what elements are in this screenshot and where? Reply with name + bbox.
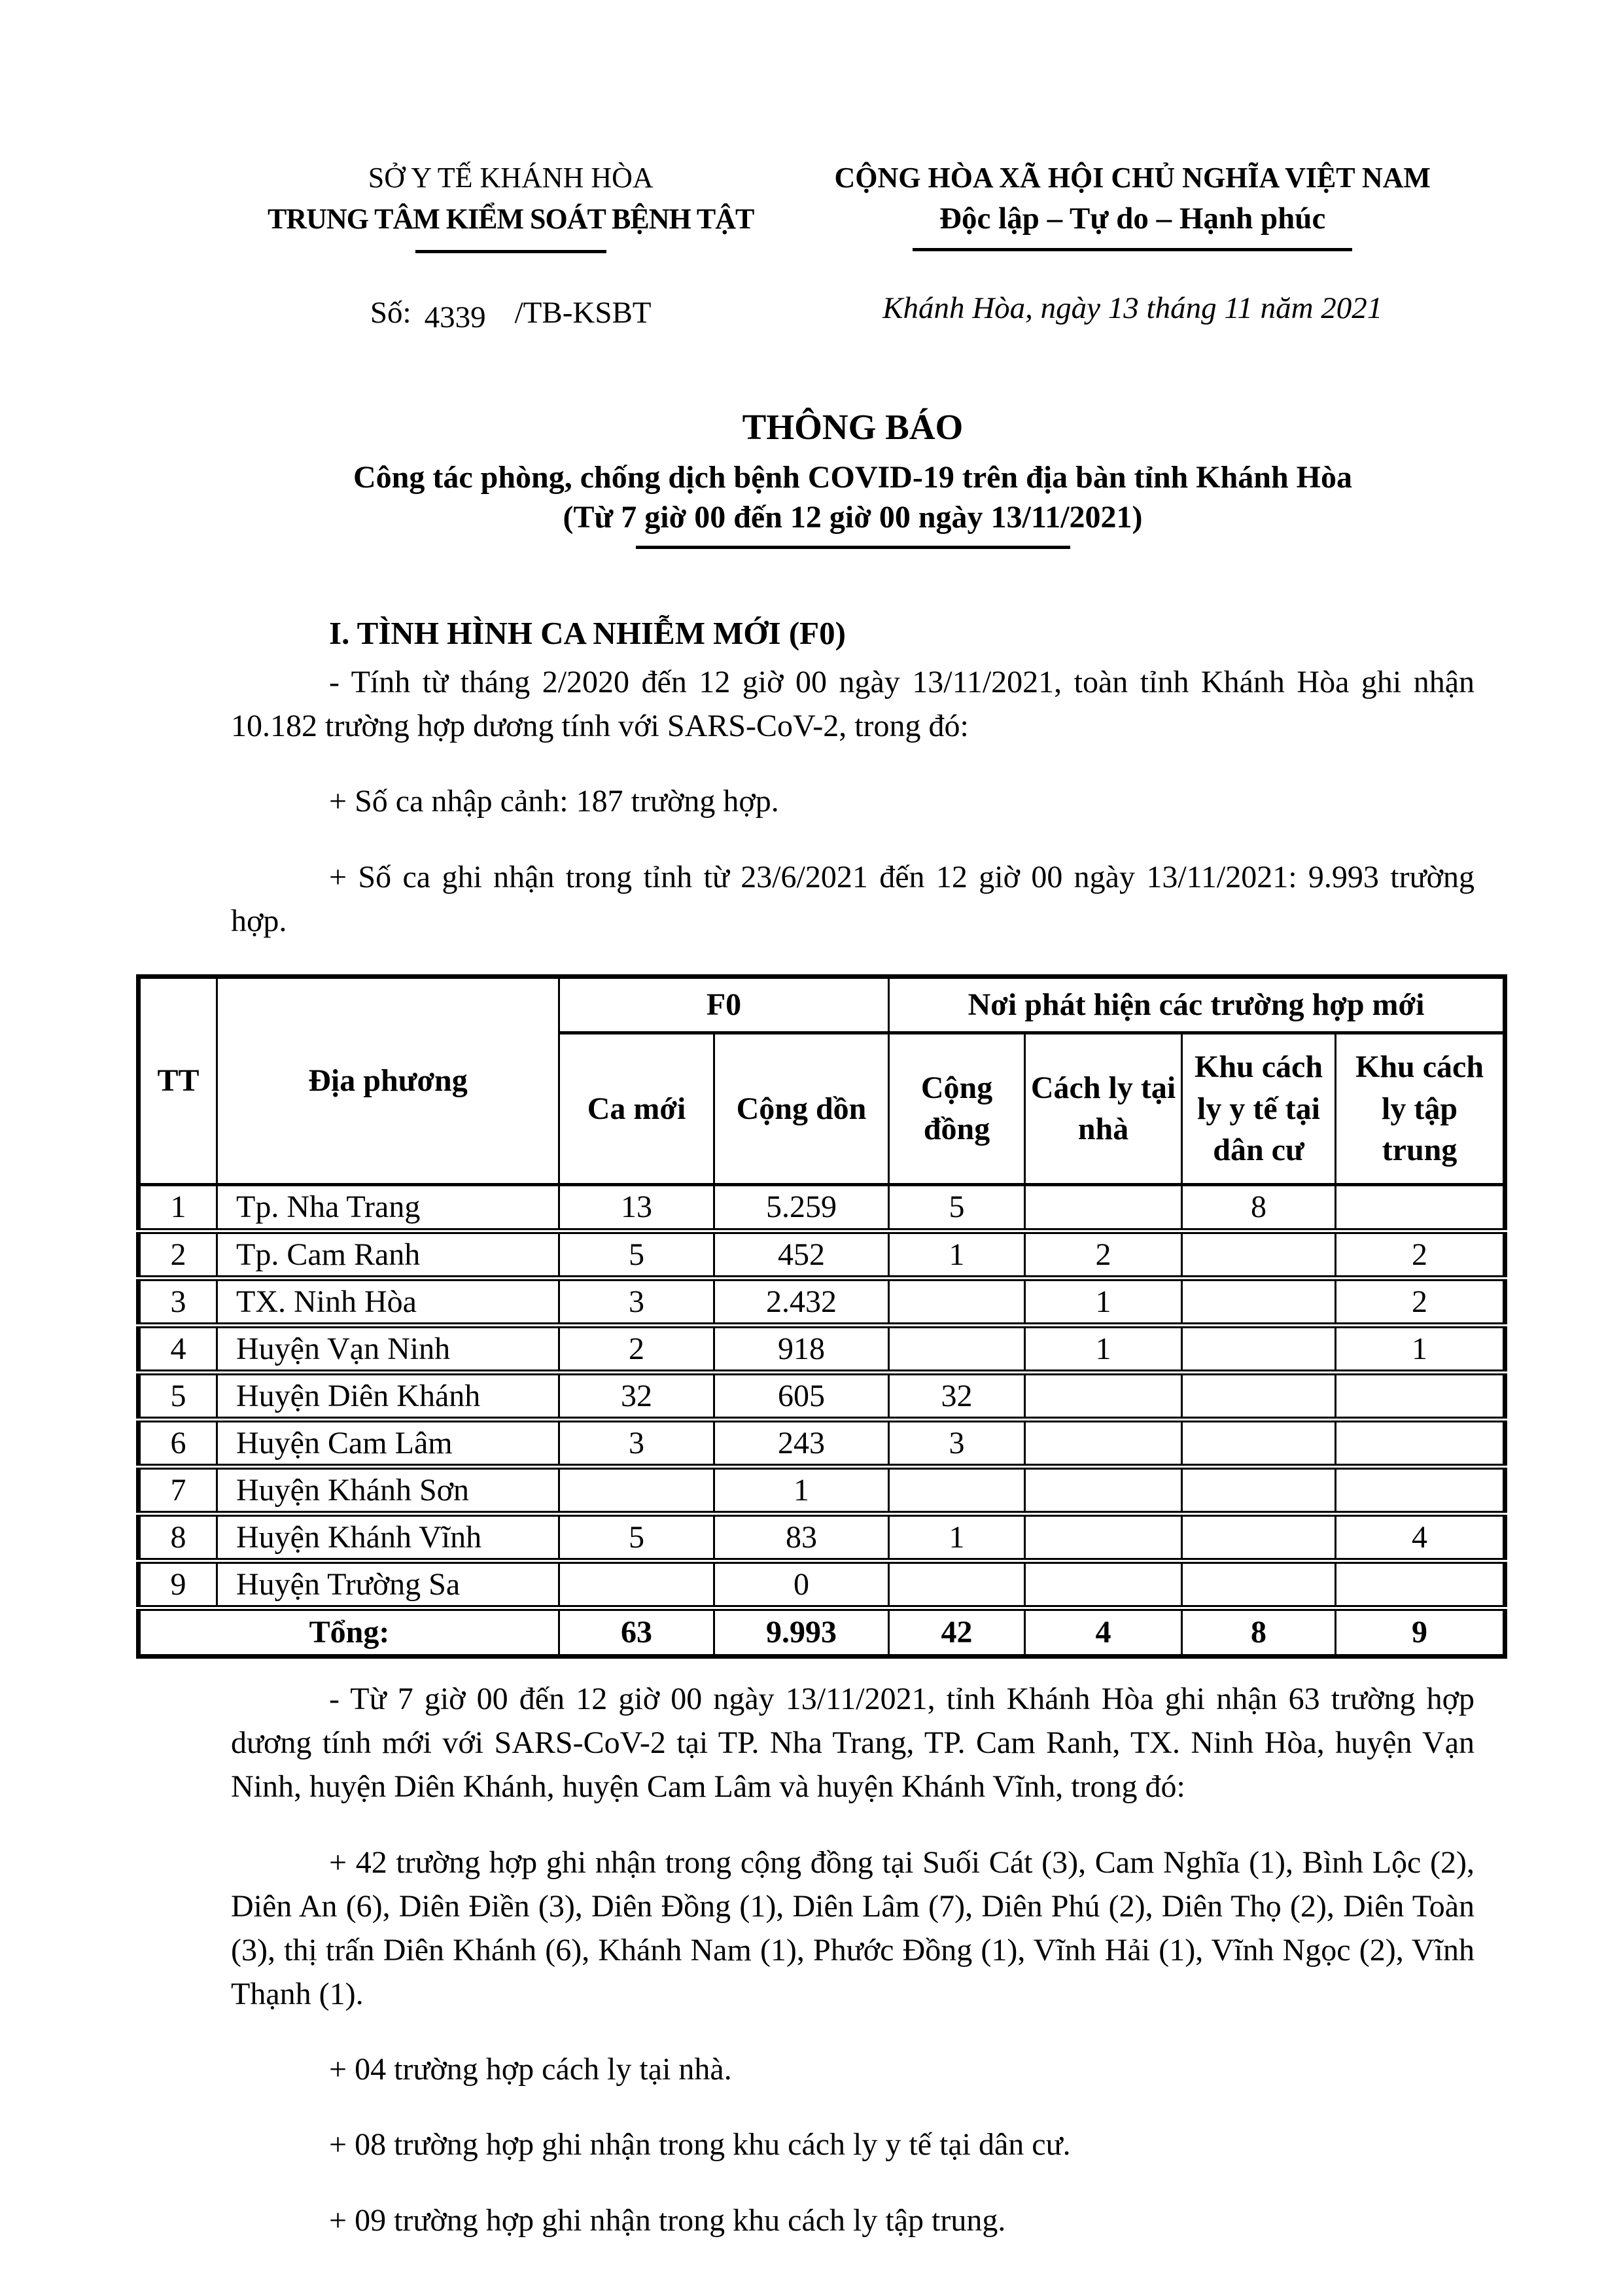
document-number-label: Số: [370, 296, 411, 330]
total-cumulative: 9.993 [714, 1608, 889, 1656]
document-number: 4339 [424, 300, 486, 334]
table-row [139, 1278, 1505, 1325]
table-cell [889, 1278, 1025, 1325]
column-header-tt: TT [139, 976, 217, 1184]
total-community: 42 [889, 1608, 1025, 1656]
table-cell: Tp. Cam Ranh [217, 1231, 559, 1278]
table-row [139, 1513, 1505, 1561]
total-medical-quarantine: 8 [1182, 1608, 1336, 1656]
table-cell [1182, 1231, 1336, 1278]
paragraph-imported-cases: + Số ca nhập cảnh: 187 trường hợp. [329, 784, 779, 819]
table-body [139, 1184, 1505, 1608]
table-cell: 32 [559, 1372, 714, 1419]
table-row [139, 1561, 1505, 1608]
total-home-quarantine: 4 [1025, 1608, 1182, 1656]
column-group-f0: F0 [559, 976, 889, 1033]
paragraph-local-cases: + Số ca ghi nhận trong tỉnh từ 23/6/2021 đến 12 giờ 00 ngày 13/11/2021: 9.993 trường hợp. [231, 859, 1475, 938]
table-total-row [139, 1608, 1505, 1656]
document-header [231, 161, 1475, 334]
place-date-line: Khánh Hòa, ngày 13 tháng 11 năm 2021 [882, 291, 1383, 325]
table-cell: 2 [1336, 1231, 1505, 1278]
table-cell: 32 [889, 1372, 1025, 1419]
table-cell: 2 [1336, 1278, 1505, 1325]
table-cell: 1 [1336, 1325, 1505, 1372]
table-cell: Huyện Cam Lâm [217, 1419, 559, 1466]
table-cell [1336, 1419, 1505, 1466]
table-cell: 0 [714, 1561, 889, 1608]
table-cell: 1 [139, 1184, 217, 1231]
org-name: TRUNG TÂM KIỂM SOÁT BỆNH TẬT [268, 203, 754, 235]
table-cell: Huyện Diên Khánh [217, 1372, 559, 1419]
column-header-central-quarantine-zone: Khu cách ly tập trung [1336, 1033, 1505, 1184]
table-cell [1025, 1466, 1182, 1513]
table-cell [1336, 1561, 1505, 1608]
table-cell [1182, 1419, 1336, 1466]
table-cell: 5.259 [714, 1184, 889, 1231]
table-cell: 8 [1182, 1184, 1336, 1231]
table-cell: Huyện Trường Sa [217, 1561, 559, 1608]
column-header-home-quarantine: Cách ly tại nhà [1025, 1033, 1182, 1184]
table-cell: 1 [714, 1466, 889, 1513]
paragraph-central-quarantine-detail: + 09 trường hợp ghi nhận trong khu cách ly tập trung. [329, 2202, 1006, 2238]
table-cell: 7 [139, 1466, 217, 1513]
table-cell: 1 [1025, 1278, 1182, 1325]
table-cell: 5 [889, 1184, 1025, 1231]
table-cell: 2 [1025, 1231, 1182, 1278]
table-cell [1182, 1561, 1336, 1608]
national-title: CỘNG HÒA XÃ HỘI CHỦ NGHĨA VIỆT NAM [834, 162, 1431, 194]
table-cell [1025, 1513, 1182, 1561]
title-underline [636, 546, 1070, 549]
total-label-cell: Tổng: [139, 1608, 559, 1656]
table-cell: 452 [714, 1231, 889, 1278]
table-cell [1336, 1372, 1505, 1419]
table-cell [1336, 1184, 1505, 1231]
table-cell: 243 [714, 1419, 889, 1466]
table-cell [1336, 1466, 1505, 1513]
table-cell: Huyện Vạn Ninh [217, 1325, 559, 1372]
column-group-detection-place: Nơi phát hiện các trường hợp mới [889, 976, 1505, 1033]
table-row [139, 1466, 1505, 1513]
table-cell [559, 1466, 714, 1513]
issuing-org-block [231, 161, 790, 334]
paragraph-cumulative-cases: - Tính từ tháng 2/2020 đến 12 giờ 00 ngày 13/11/2021, toàn tỉnh Khánh Hòa ghi nhận 10.182 trường hợp dương tính với SARS-CoV-2, trong đó: [231, 665, 1475, 744]
table-cell: 3 [139, 1278, 217, 1325]
total-new-cases: 63 [559, 1608, 714, 1656]
table-cell [1182, 1372, 1336, 1419]
motto-underline [913, 248, 1352, 251]
org-underline [415, 250, 606, 253]
document-subtitle-period: (Từ 7 giờ 00 đến 12 giờ 00 ngày 13/11/2021) [563, 500, 1143, 535]
table-cell: 6 [139, 1419, 217, 1466]
table-cell [1025, 1561, 1182, 1608]
table-row [139, 1231, 1505, 1278]
column-header-new-cases: Ca mới [559, 1033, 714, 1184]
table-cell: 3 [889, 1419, 1025, 1466]
document-number-suffix: /TB-KSBT [514, 296, 652, 330]
document-number-line [231, 295, 790, 334]
table-cell: 1 [1025, 1325, 1182, 1372]
table-cell: 2.432 [714, 1278, 889, 1325]
paragraph-community-detail: + 42 trường hợp ghi nhận trong cộng đồng tại Suối Cát (3), Cam Nghĩa (1), Bình Lộc (2), Diên An (6), Diên Điền (3), Diên Đồng (1), Diên Lâm (7), Diên Phú (2), Diên Thọ (2), Diên Toàn (3), thị trấn Diên Khánh (6), Khánh Nam (1), Phước Đồng (1), Vĩnh Hải (1), Vĩnh Ngọc (2), Vĩnh Thạnh (1). [231, 1845, 1475, 2012]
paragraph-home-quarantine-detail: + 04 trường hợp cách ly tại nhà. [329, 2052, 732, 2087]
national-motto-block [790, 161, 1475, 330]
cases-by-locality-table [136, 974, 1507, 1659]
section-heading: I. TÌNH HÌNH CA NHIỄM MỚI (F0) [329, 615, 846, 651]
table-cell: TX. Ninh Hòa [217, 1278, 559, 1325]
table-header-row-groups [139, 976, 1505, 1033]
table-cell: 2 [139, 1231, 217, 1278]
table-cell: Tp. Nha Trang [217, 1184, 559, 1231]
table-cell [1025, 1184, 1182, 1231]
column-header-locality: Địa phương [217, 976, 559, 1184]
total-central-quarantine: 9 [1336, 1608, 1505, 1656]
table-cell: 605 [714, 1372, 889, 1419]
table-cell: 8 [139, 1513, 217, 1561]
table-row [139, 1325, 1505, 1372]
paragraph-medical-quarantine-detail: + 08 trường hợp ghi nhận trong khu cách ly y tế tại dân cư. [329, 2127, 1071, 2163]
document-title: THÔNG BÁO [742, 407, 964, 447]
table-cell: 13 [559, 1184, 714, 1231]
table-cell: Huyện Khánh Vĩnh [217, 1513, 559, 1561]
table-cell [889, 1325, 1025, 1372]
table-cell [1182, 1278, 1336, 1325]
table-cell: Huyện Khánh Sơn [217, 1466, 559, 1513]
table-cell: 918 [714, 1325, 889, 1372]
table-cell: 3 [559, 1278, 714, 1325]
table-cell: 5 [139, 1372, 217, 1419]
table-row [139, 1372, 1505, 1419]
table-cell: 2 [559, 1325, 714, 1372]
table-row [139, 1184, 1505, 1231]
column-header-medical-quarantine-zone: Khu cách ly y tế tại dân cư [1182, 1033, 1336, 1184]
table-cell: 9 [139, 1561, 217, 1608]
column-header-cumulative: Cộng dồn [714, 1033, 889, 1184]
column-header-community: Cộng đồng [889, 1033, 1025, 1184]
table-cell [1025, 1419, 1182, 1466]
org-parent-name: SỞ Y TẾ KHÁNH HÒA [368, 162, 654, 194]
table-cell: 3 [559, 1419, 714, 1466]
document-subtitle: Công tác phòng, chống dịch bệnh COVID-19 trên địa bàn tỉnh Khánh Hòa [353, 460, 1353, 495]
title-block [231, 406, 1475, 549]
table-cell: 83 [714, 1513, 889, 1561]
table-cell: 5 [559, 1513, 714, 1561]
table-row [139, 1419, 1505, 1466]
table-cell [1182, 1466, 1336, 1513]
table-cell: 1 [889, 1513, 1025, 1561]
table-cell: 4 [1336, 1513, 1505, 1561]
table-cell: 5 [559, 1231, 714, 1278]
table-cell [559, 1561, 714, 1608]
table-cell [1182, 1513, 1336, 1561]
national-motto: Độc lập – Tự do – Hạnh phúc [939, 202, 1326, 236]
paragraph-new-cases-summary: - Từ 7 giờ 00 đến 12 giờ 00 ngày 13/11/2021, tỉnh Khánh Hòa ghi nhận 63 trường hợp dương tính mới với SARS-CoV-2 tại TP. Nha Trang, TP. Cam Ranh, TX. Ninh Hòa, huyện Vạn Ninh, huyện Diên Khánh, huyện Cam Lâm và huyện Khánh Vĩnh, trong đó: [231, 1681, 1475, 1805]
table-cell: 1 [889, 1231, 1025, 1278]
table-cell: 4 [139, 1325, 217, 1372]
table-cell [889, 1561, 1025, 1608]
table-cell [1025, 1372, 1182, 1419]
table-cell [889, 1466, 1025, 1513]
table-cell [1182, 1325, 1336, 1372]
